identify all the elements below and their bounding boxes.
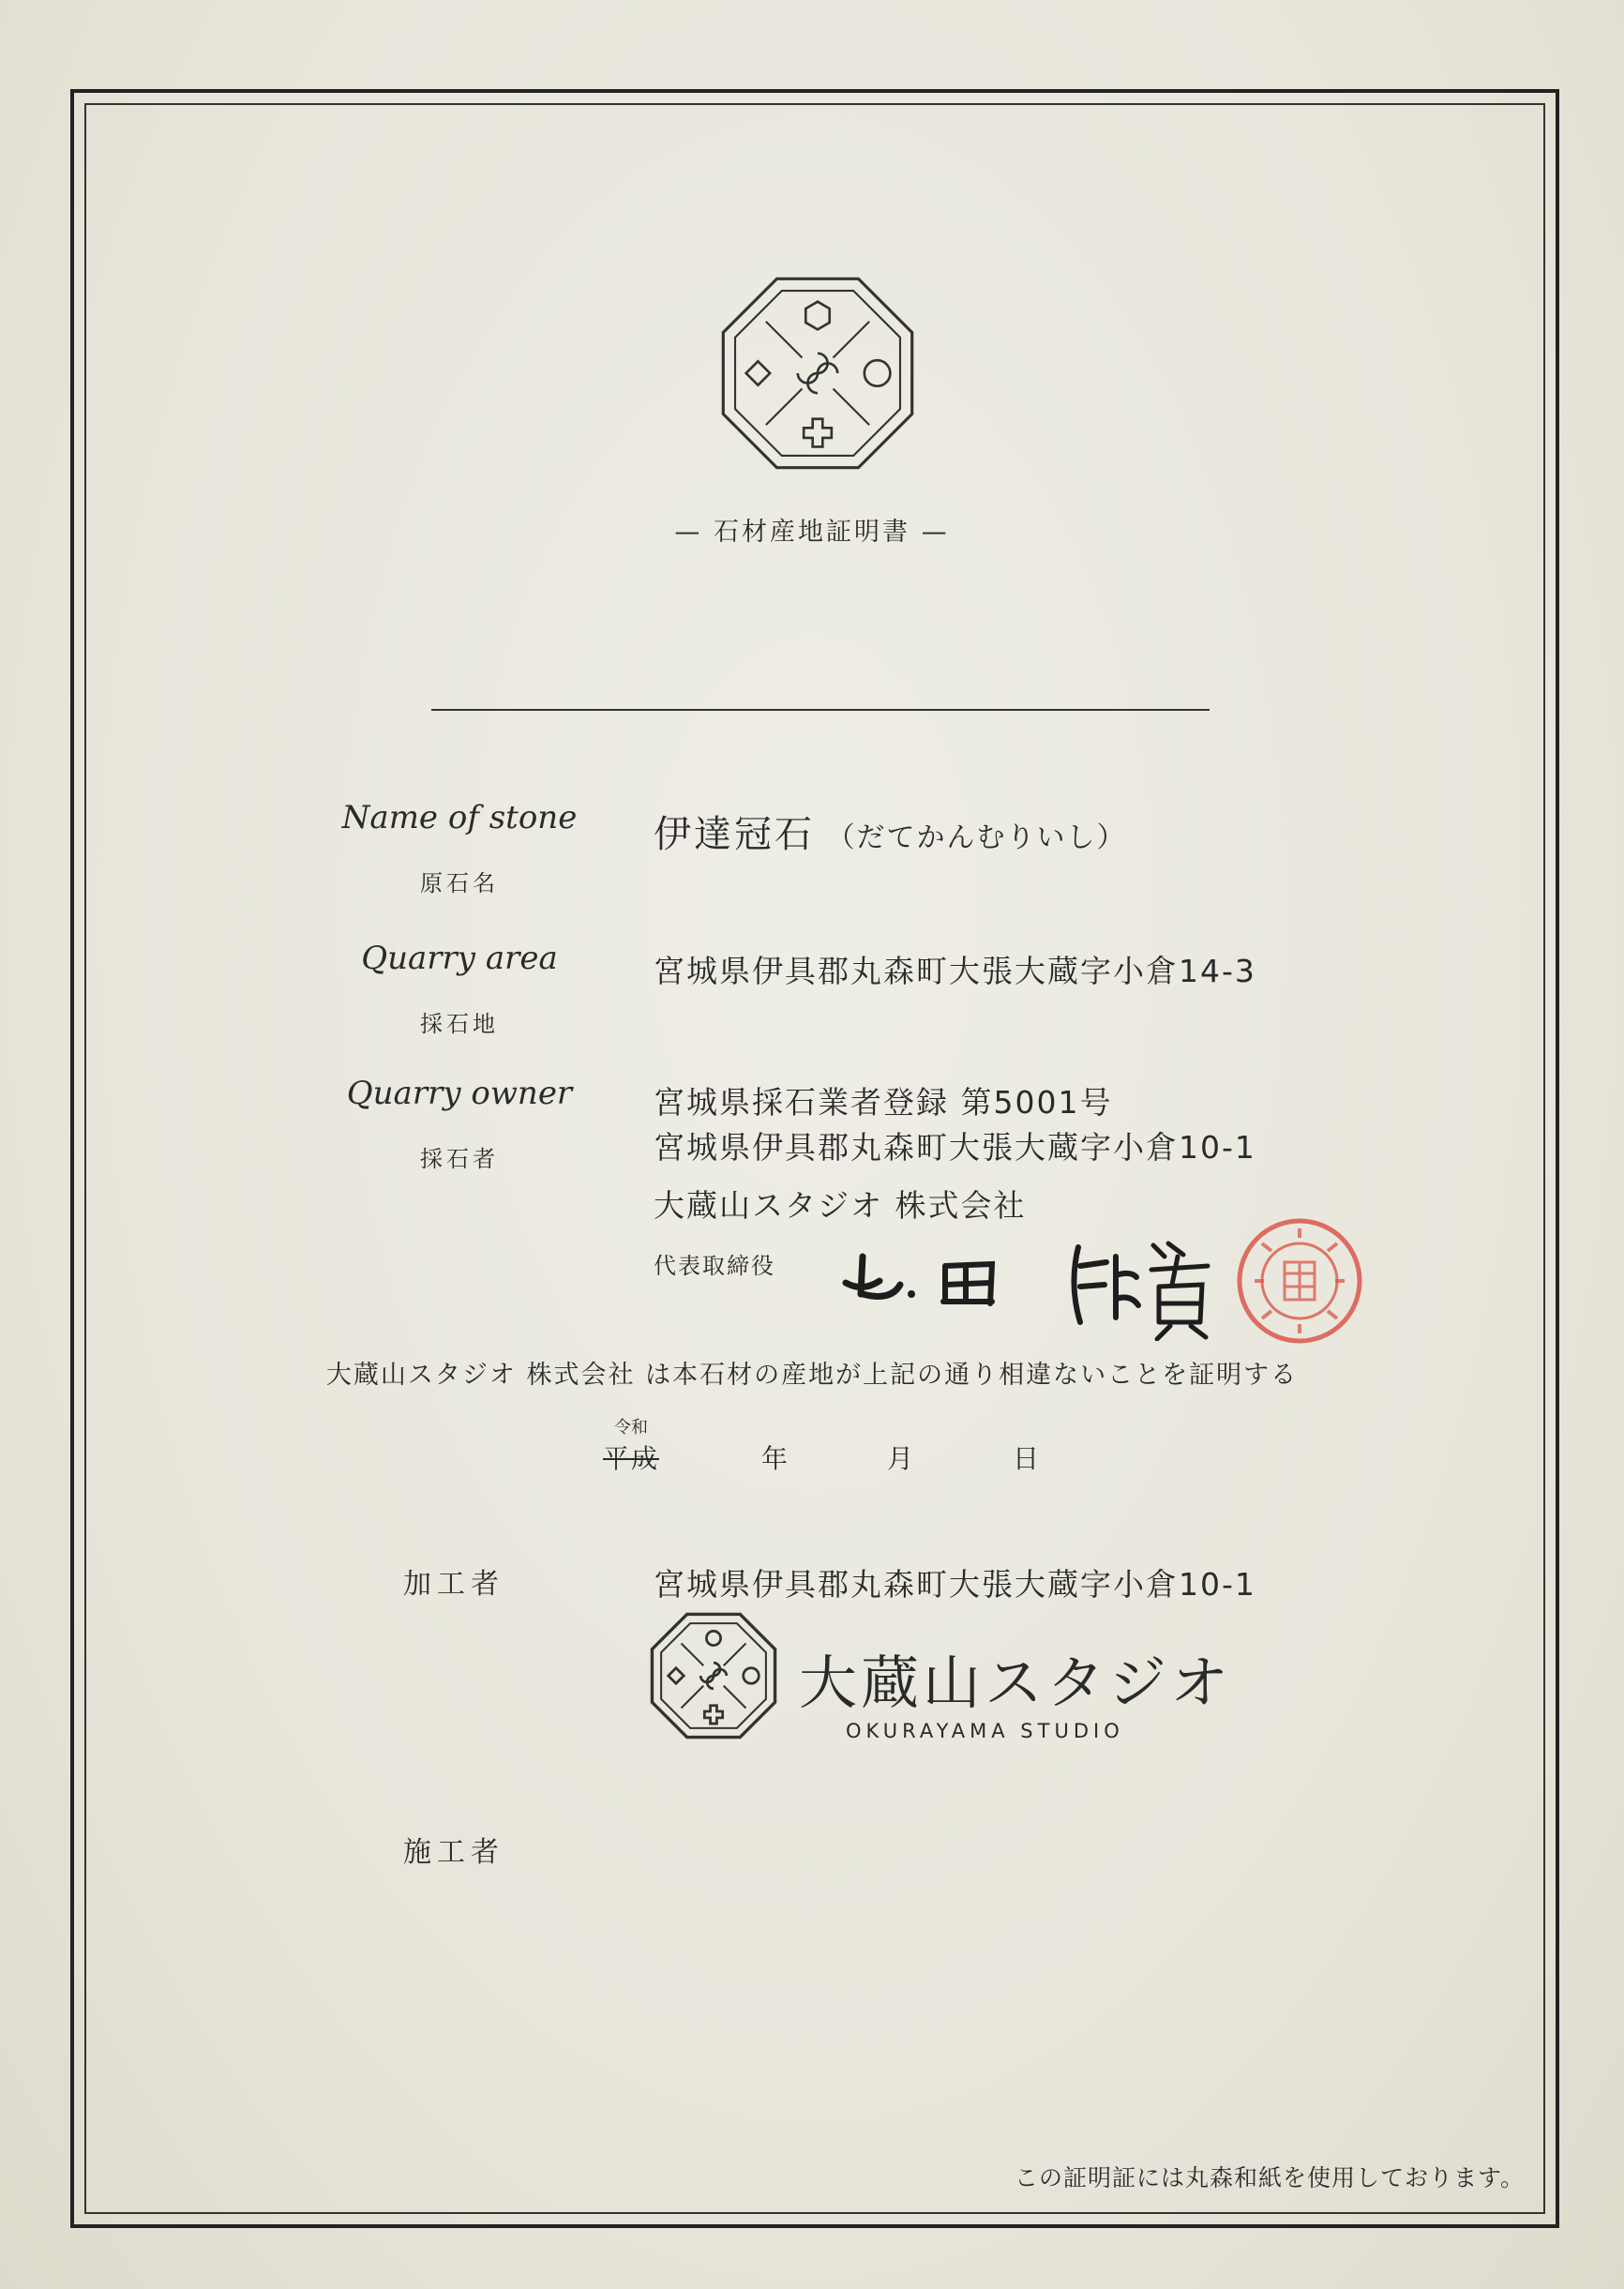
stone-name: 伊達冠石 bbox=[654, 813, 815, 856]
date-year-unit: 年 bbox=[761, 1443, 789, 1474]
processor-label: 加工者 bbox=[403, 1568, 504, 1601]
quarry-owner-registration: 宮城県採石業者登録 第5001号 bbox=[654, 1084, 1113, 1121]
studio-logo-subtitle: OKURAYAMA STUDIO bbox=[846, 1720, 1124, 1742]
certification-statement: 大蔵山スタジオ 株式会社 は本石材の産地が上記の通り相違ないことを証明する bbox=[325, 1361, 1299, 1390]
date-era-old: 平成 bbox=[603, 1443, 660, 1474]
document-title: — 石材産地証明書 — bbox=[674, 518, 950, 547]
title-divider bbox=[431, 709, 1210, 711]
quarry-owner-company: 大蔵山スタジオ 株式会社 bbox=[654, 1187, 1027, 1224]
installer-label: 施工者 bbox=[403, 1836, 504, 1869]
quarry-owner-label-ja: 採石者 bbox=[420, 1146, 499, 1172]
date-era-new: 令和 bbox=[614, 1418, 648, 1438]
representative-role: 代表取締役 bbox=[654, 1253, 775, 1279]
stone-label-ja: 原石名 bbox=[420, 870, 499, 896]
stone-reading: （だてかんむりいし） bbox=[826, 821, 1127, 854]
quarry-area-value: 宮城県伊具郡丸森町大張大蔵字小倉14-3 bbox=[654, 953, 1256, 989]
date-month-unit: 月 bbox=[887, 1443, 914, 1474]
date-day-unit: 日 bbox=[1013, 1443, 1040, 1474]
quarry-owner-label-en: Quarry owner bbox=[346, 1075, 573, 1112]
crest-emblem-icon bbox=[718, 274, 917, 473]
representative-signature bbox=[835, 1228, 1238, 1341]
paper-footnote: この証明証には丸森和紙を使用しております。 bbox=[1015, 2164, 1526, 2191]
studio-logo-icon bbox=[649, 1611, 778, 1740]
processor-address: 宮城県伊具郡丸森町大張大蔵字小倉10-1 bbox=[654, 1566, 1256, 1603]
quarry-area-label-en: Quarry area bbox=[361, 940, 558, 977]
stone-label-en: Name of stone bbox=[341, 799, 578, 836]
quarry-owner-address: 宮城県伊具郡丸森町大張大蔵字小倉10-1 bbox=[654, 1129, 1256, 1166]
company-seal-stamp bbox=[1234, 1215, 1365, 1347]
quarry-area-label-ja: 採石地 bbox=[420, 1011, 499, 1037]
stone-value bbox=[654, 805, 1127, 858]
studio-logo-text: 大蔵山スタジオ bbox=[799, 1649, 1233, 1717]
